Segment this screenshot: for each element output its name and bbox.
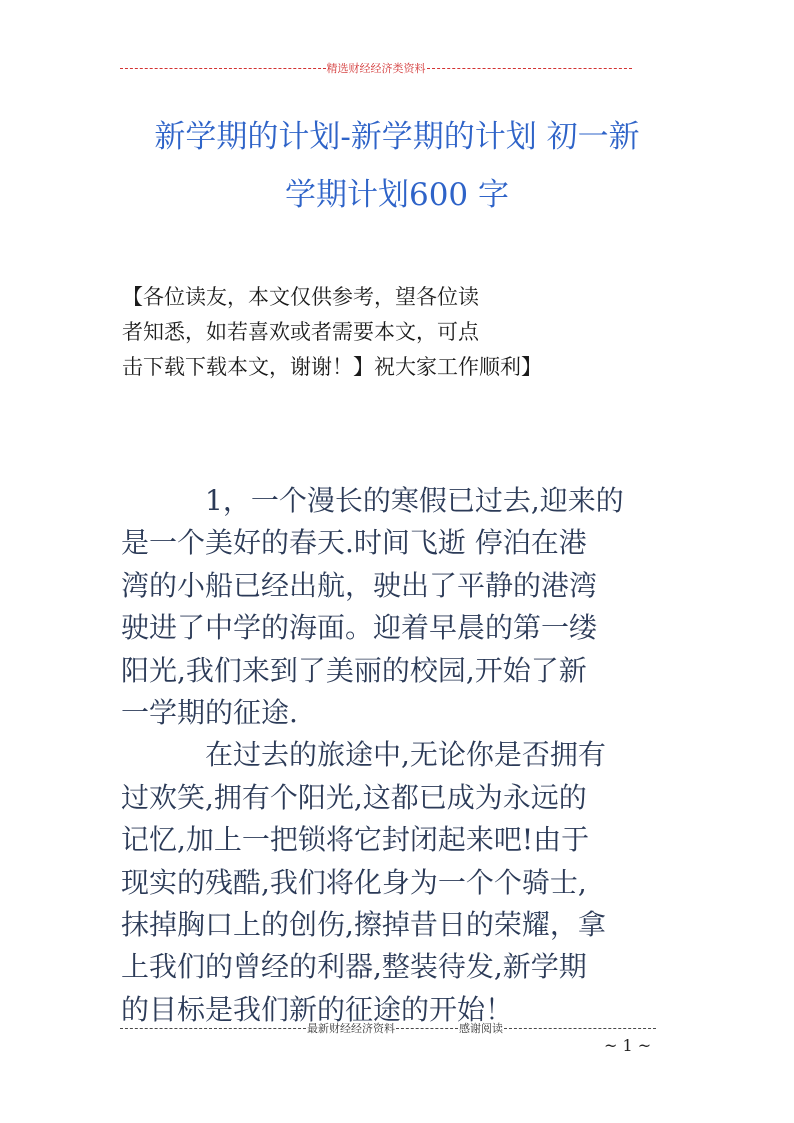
body-line: 1，一个漫长的寒假已过去,迎来的 xyxy=(121,484,624,517)
body-line: 抹掉胸口上的创伤,擦掉昔日的荣耀，拿 xyxy=(121,908,606,942)
title-line: 新学期的计划-新学期的计划 初一新 xyxy=(154,119,640,155)
body-line: 湾的小船已经出航，驶出了平静的港湾 xyxy=(121,568,598,602)
body-line: 现实的残酷,我们将化身为一个个骑士, xyxy=(121,865,587,899)
body-line: 一学期的征途. xyxy=(121,696,298,730)
footer-rule-right xyxy=(504,1028,656,1029)
footer-rule-middle xyxy=(396,1028,458,1029)
footer-label-left: 最新财经经济资料 xyxy=(307,1022,395,1035)
footer-label-right: 感谢阅读 xyxy=(459,1022,503,1035)
article-body xyxy=(121,480,681,1031)
page-number: ~ 1 ~ xyxy=(604,1036,652,1055)
notice-line: 击下载下载本文，谢谢！】祝大家工作顺利】 xyxy=(122,355,542,379)
page-footer xyxy=(120,1020,656,1036)
reader-notice xyxy=(122,280,682,385)
header-rule-right xyxy=(427,68,633,69)
notice-line: 【各位读友，本文仅供参考，望各位读 xyxy=(122,285,479,309)
body-line: 过欢笑,拥有个阳光,这都已成为永远的 xyxy=(121,780,587,814)
body-line: 的目标是我们新的征途的开始！ xyxy=(121,992,514,1026)
document-title xyxy=(100,108,694,224)
body-line: 在过去的旅途中,无论你是否拥有 xyxy=(121,738,606,772)
page-header xyxy=(120,58,632,78)
body-line: 驶进了中学的海面。迎着早晨的第一缕 xyxy=(121,611,598,645)
header-label: 精选财经经济类资料 xyxy=(326,62,426,75)
body-line: 记忆,加上一把锁将它封闭起来吧!由于 xyxy=(121,823,590,857)
header-rule-left xyxy=(120,68,326,69)
body-line: 是一个美好的春天.时间飞逝 停泊在港 xyxy=(121,526,587,560)
footer-rule-left xyxy=(120,1028,306,1029)
notice-line: 者知悉，如若喜欢或者需要本文，可点 xyxy=(122,320,479,344)
body-line: 阳光,我们来到了美丽的校园,开始了新 xyxy=(121,653,587,687)
body-line: 上我们的曾经的利器,整装待发,新学期 xyxy=(121,950,587,984)
title-line: 学期计划600 字 xyxy=(284,177,510,213)
